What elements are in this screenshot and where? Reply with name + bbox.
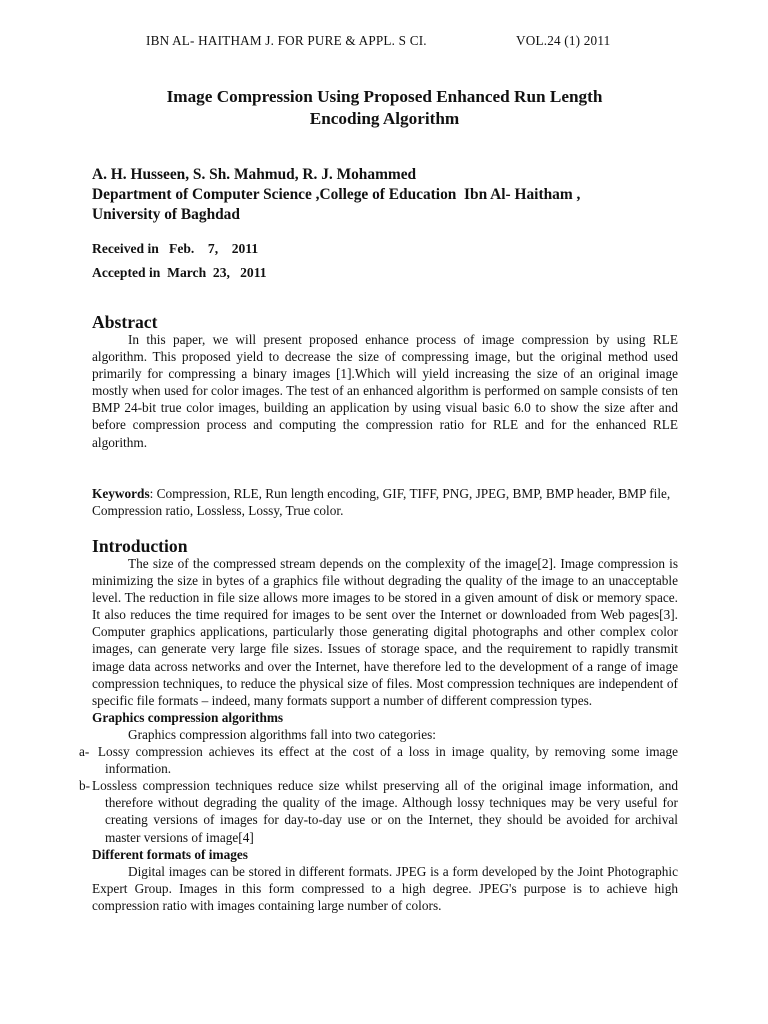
journal-name: IBN AL- HAITHAM J. FOR PURE & APPL. S CI. bbox=[146, 33, 427, 48]
abstract-paragraph: In this paper, we will present proposed enhance process of image compression by using RLE algorithm. This proposed yield to decrease the size of compressing image, but the original method used primarily for compressing a binary images [1].Which will yield increasing the size of an original image mostly when used for color images. The test of an enhanced algorithm is performed on sample consists of ten BMP 24-bit true color images, building an application by using visual basic 6.0 to show the size after and before compression process and computing the compression ratio for RLE and for the enhanced RLE algorithm. bbox=[92, 332, 678, 450]
keywords-block bbox=[92, 485, 678, 519]
abstract-body bbox=[92, 331, 678, 451]
subheading-image-formats: Different formats of images bbox=[92, 846, 248, 862]
abstract-heading: Abstract bbox=[92, 312, 158, 332]
paper-title bbox=[92, 86, 677, 130]
list-item-lossless: b- Lossless compression techniques reduce size whilst preserving all of the original image information, and therefore without degrading the quality of the image. Although lossy techniques may be very useful for creating versions of images for day-to-day use or on the Internet, they should be avoided for archival master versions of image[4] bbox=[79, 778, 678, 845]
intro-paragraph-1: The size of the compressed stream depends on the complexity of the image[2]. Image compression is minimizing the size in bytes of a graphics file without degrading the quality of the image to an unacceptable level. The reduction in file size allows more images to be stored in a given amount of disk or memory space. It also reduces the time required for images to be sent over the Internet or downloaded from Web pages[3]. Computer graphics applications, particularly those generating digital photographs and other complex color images, can generate very large file sizes. Issues of storage space, and the requirement to rapidly transmit image data across networks and over the Internet, have therefore led to the development of a range of image compression techniques, to reduce the physical size of files. Most compression techniques are independent of specific file formats – indeed, many formats support a number of different compression types. bbox=[92, 556, 678, 708]
keywords-list: : Compression, RLE, Run length encoding, GIF, TIFF, PNG, JPEG, BMP, BMP header, BMP file, Compression ratio, Lossless, Lossy, True color. bbox=[92, 486, 671, 519]
accepted-date: Accepted in March 23, 2011 bbox=[92, 265, 267, 280]
volume-info: VOL.24 (1) 2011 bbox=[516, 33, 611, 48]
author-block bbox=[92, 165, 692, 225]
introduction-heading: Introduction bbox=[92, 536, 188, 556]
keywords-label: Keywords bbox=[92, 486, 150, 501]
intro-paragraph-2: Digital images can be stored in different formats. JPEG is a form developed by the Joint Photographic Expert Group. Images in this form compressed to a high degree. JPEG's purpose is to achieve high compression ratio with images containing large number of colors. bbox=[92, 863, 678, 913]
title-line-1: Image Compression Using Proposed Enhanced Run Length bbox=[166, 87, 603, 106]
affiliation-line-1: Department of Computer Science ,College of Education Ibn Al- Haitham , bbox=[92, 186, 581, 203]
subheading-graphics-compression: Graphics compression algorithms bbox=[92, 709, 284, 725]
list-item-lossy: a- Lossy compression achieves its effect at the cost of a loss in image quality, by removing some image information. bbox=[79, 744, 678, 777]
title-line-2: Encoding Algorithm bbox=[309, 109, 460, 128]
introduction-body bbox=[79, 555, 678, 914]
affiliation-line-2: University of Baghdad bbox=[92, 206, 240, 223]
author-names: A. H. Husseen, S. Sh. Mahmud, R. J. Mohammed bbox=[92, 166, 417, 183]
received-date: Received in Feb. 7, 2011 bbox=[92, 241, 259, 256]
categories-intro: Graphics compression algorithms fall into two categories: bbox=[128, 726, 436, 742]
